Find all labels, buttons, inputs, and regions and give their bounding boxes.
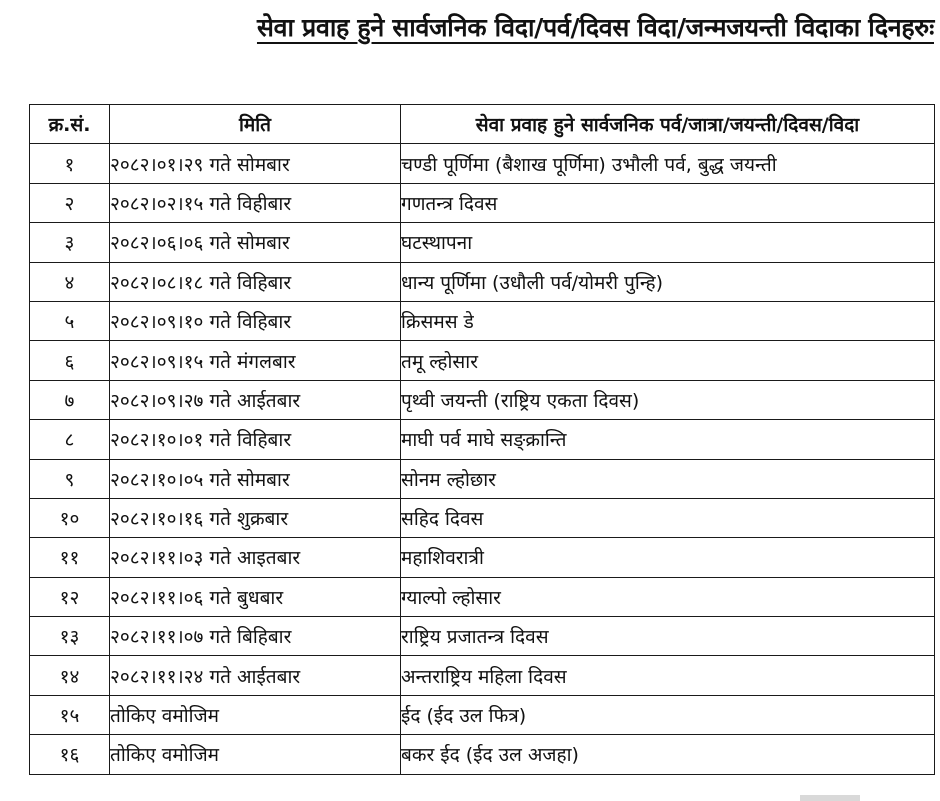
- event-cell: महाशिवरात्री: [401, 538, 935, 577]
- date-cell: २०८२।१०।१६ गते शुक्रबार: [110, 498, 401, 537]
- date-cell: २०८२।०९।२७ गते आईतबार: [110, 380, 401, 419]
- date-cell: २०८२।०९।१५ गते मंगलबार: [110, 341, 401, 380]
- serial-number-cell: १३: [30, 617, 110, 656]
- event-cell: धान्य पूर्णिमा (उधौली पर्व/योमरी पुन्हि): [401, 262, 935, 301]
- scan-artifact: [800, 795, 860, 801]
- event-cell: गणतन्त्र दिवस: [401, 183, 935, 222]
- date-cell: २०८२।११।०३ गते आइतबार: [110, 538, 401, 577]
- date-cell: २०८२।११।२४ गते आईतबार: [110, 656, 401, 695]
- table-row: [30, 262, 935, 301]
- serial-number-cell: १४: [30, 656, 110, 695]
- serial-number-cell: ९: [30, 459, 110, 498]
- table-body: [30, 144, 935, 774]
- table-row: [30, 459, 935, 498]
- header-date: मिति: [110, 105, 401, 144]
- event-cell: पृथ्वी जयन्ती (राष्ट्रिय एकता दिवस): [401, 380, 935, 419]
- table-row: [30, 341, 935, 380]
- serial-number-cell: ५: [30, 301, 110, 340]
- serial-number-cell: १५: [30, 695, 110, 734]
- table-row: [30, 695, 935, 734]
- header-event: सेवा प्रवाह हुने सार्वजनिक पर्व/जात्रा/जयन्ती/दिवस/विदा: [401, 105, 935, 144]
- table-row: [30, 656, 935, 695]
- event-cell: अन्तराष्ट्रिय महिला दिवस: [401, 656, 935, 695]
- table-row: [30, 223, 935, 262]
- table-row: [30, 735, 935, 774]
- date-cell: २०८२।०८।१८ गते विहिबार: [110, 262, 401, 301]
- date-cell: २०८२।०९।१० गते विहिबार: [110, 301, 401, 340]
- event-cell: सहिद दिवस: [401, 498, 935, 537]
- event-cell: घटस्थापना: [401, 223, 935, 262]
- event-cell: क्रिसमस डे: [401, 301, 935, 340]
- table-row: [30, 538, 935, 577]
- event-cell: ईद (ईद उल फित्र): [401, 695, 935, 734]
- table-row: [30, 577, 935, 616]
- holiday-table: [29, 104, 935, 775]
- date-cell: २०८२।०१।२९ गते सोमबार: [110, 144, 401, 183]
- header-row: [30, 105, 935, 144]
- serial-number-cell: १: [30, 144, 110, 183]
- serial-number-cell: ८: [30, 420, 110, 459]
- event-cell: माघी पर्व माघे सङ्क्रान्ति: [401, 420, 935, 459]
- serial-number-cell: ४: [30, 262, 110, 301]
- serial-number-cell: ७: [30, 380, 110, 419]
- table-row: [30, 301, 935, 340]
- table-row: [30, 183, 935, 222]
- serial-number-cell: ११: [30, 538, 110, 577]
- date-cell: २०८२।११।०७ गते बिहिबार: [110, 617, 401, 656]
- serial-number-cell: १२: [30, 577, 110, 616]
- date-cell: २०८२।११।०६ गते बुधबार: [110, 577, 401, 616]
- event-cell: सोनम ल्होछार: [401, 459, 935, 498]
- event-cell: बकर ईद (ईद उल अजहा): [401, 735, 935, 774]
- event-cell: चण्डी पूर्णिमा (बैशाख पूर्णिमा) उभौली पर्व, बुद्ध जयन्ती: [401, 144, 935, 183]
- event-cell: राष्ट्रिय प्रजातन्त्र दिवस: [401, 617, 935, 656]
- table-row: [30, 380, 935, 419]
- table-row: [30, 144, 935, 183]
- serial-number-cell: ६: [30, 341, 110, 380]
- date-cell: २०८२।१०।०५ गते सोमबार: [110, 459, 401, 498]
- serial-number-cell: १०: [30, 498, 110, 537]
- table-row: [30, 420, 935, 459]
- header-serial-number: क्र.सं.: [30, 105, 110, 144]
- serial-number-cell: १६: [30, 735, 110, 774]
- event-cell: तमू ल्होसार: [401, 341, 935, 380]
- serial-number-cell: ३: [30, 223, 110, 262]
- date-cell: २०८२।०२।१५ गते विहीबार: [110, 183, 401, 222]
- table-row: [30, 498, 935, 537]
- date-cell: तोकिए वमोजिम: [110, 695, 401, 734]
- table-row: [30, 617, 935, 656]
- document-title: सेवा प्रवाह हुने सार्वजनिक विदा/पर्व/दिवस विदा/जन्मजयन्ती विदाका दिनहरुः: [256, 13, 934, 42]
- date-cell: २०८२।०६।०६ गते सोमबार: [110, 223, 401, 262]
- date-cell: २०८२।१०।०१ गते विहिबार: [110, 420, 401, 459]
- table-header: [30, 105, 935, 144]
- date-cell: तोकिए वमोजिम: [110, 735, 401, 774]
- serial-number-cell: २: [30, 183, 110, 222]
- event-cell: ग्याल्पो ल्होसार: [401, 577, 935, 616]
